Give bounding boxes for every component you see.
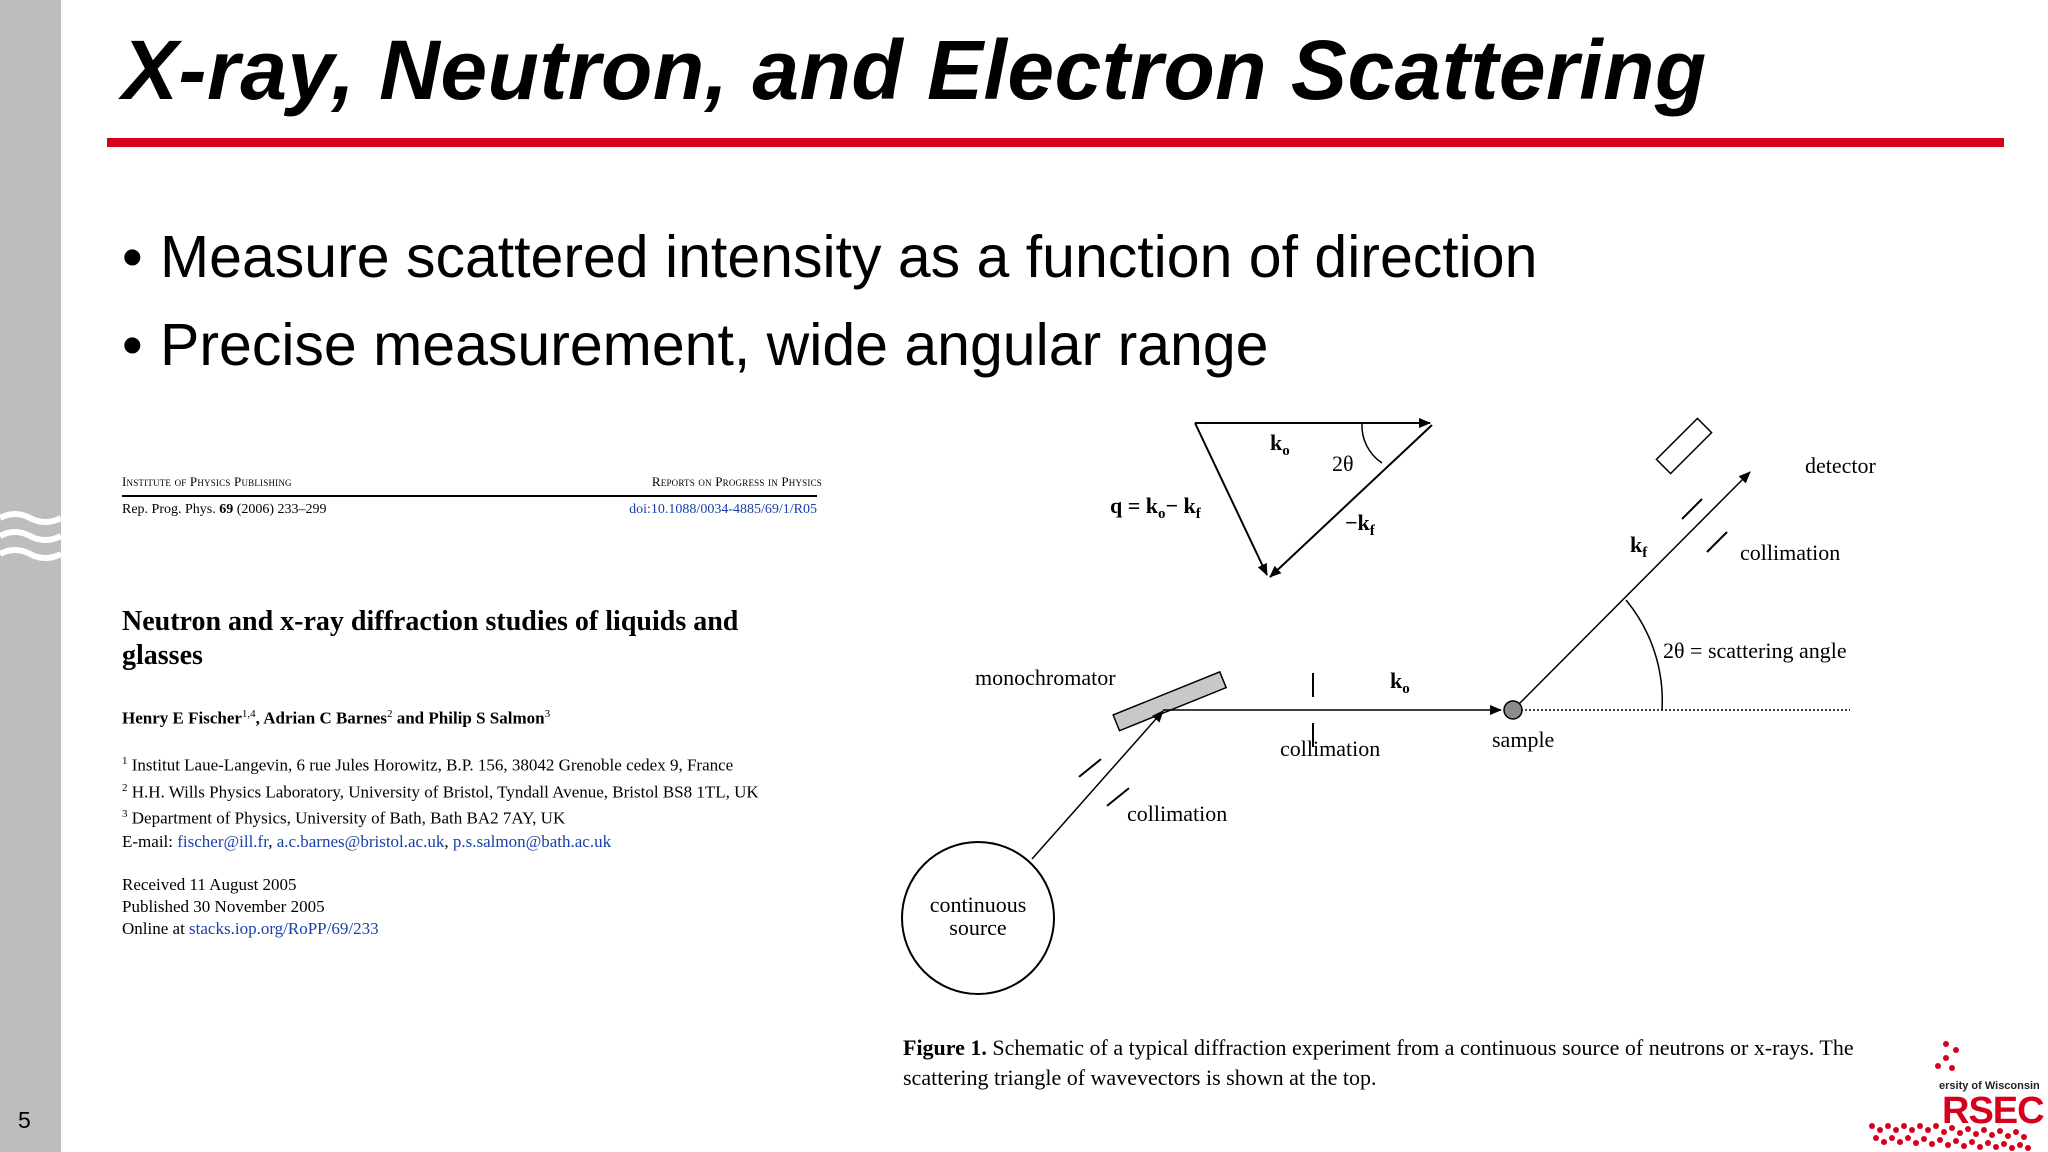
collimation-slit (1107, 786, 1129, 808)
affiliation-item: $^1$ Institut Laue-Langevin, 6 rue Jules Horowitz, B.P. 156, 38042 Grenoble cedex 9, France (122, 755, 734, 775)
publication-dates (122, 874, 379, 940)
minus-kf-label: $-k_f$ (1345, 510, 1375, 539)
slide-number: 5 (18, 1107, 31, 1133)
title-underline (107, 138, 2004, 147)
collimation-mid-label: collimation (1280, 736, 1381, 761)
email-link[interactable]: fischer@ill.fr (177, 832, 269, 851)
collimation-slit (1079, 757, 1101, 779)
collimation-source-label: collimation (1127, 801, 1228, 826)
paper-excerpt (122, 470, 822, 938)
university-text: ersity of Wisconsin (1939, 1080, 2040, 1092)
bullet-item: • Precise measurement, wide angular range (122, 312, 1269, 378)
paper-title: Neutron and x-ray diffraction studies of liquids and glasses (122, 606, 739, 671)
journal-name: Reports on Progress in Physics (651, 474, 822, 489)
online-link[interactable]: stacks.iop.org/RoPP/69/233 (189, 919, 379, 938)
kf-label: $k_f$ (1630, 532, 1648, 561)
ko-label: $k_o$ (1270, 430, 1290, 459)
kf-beam (1513, 472, 1750, 710)
figure-caption: Figure 1. Schematic of a typical diffraction experiment from a continuous source of neutrons or x-rays. The scattering triangle of wavevectors is shown at the top. (903, 1035, 1854, 1090)
affiliation-item: $^3$ Department of Physics, University of Bath, Bath BA2 7AY, UK (122, 808, 566, 828)
rsec-text: RSEC (1942, 1090, 2044, 1132)
source-beam (1032, 711, 1163, 859)
continuous-label: continuous (929, 892, 1027, 917)
monochromator-icon (1113, 672, 1226, 731)
slide-title: X-ray, Neutron, and Electron Scattering (122, 23, 1707, 117)
monochromator-label: monochromator (975, 665, 1116, 690)
two-theta-label: 2θ (1332, 451, 1354, 476)
paper-authors: Henry E Fischer$^{1,4}$, Adrian C Barnes$^2$ and Philip S Salmon$^3$ (122, 708, 551, 728)
rsec-logo (1868, 1040, 2048, 1152)
received-date: Received 11 August 2005 (122, 875, 297, 894)
scattering-angle-label: 2θ = scattering angle (1663, 638, 1847, 663)
affiliation-item: $^2$ H.H. Wills Physics Laboratory, University of Bristol, Tyndall Avenue, Bristol BS8 1TL, UK (122, 781, 759, 802)
source-label: source (949, 915, 1007, 940)
diffraction-schematic (880, 405, 1900, 1045)
schematic-svg (880, 405, 1900, 1045)
affiliations (122, 750, 759, 830)
q-equation-label: $q = k_o- k_f$ (1110, 493, 1201, 522)
minus-kf-vector (1270, 425, 1432, 577)
collimation-detector-label: collimation (1740, 540, 1841, 565)
email-line: E-mail: fischer@ill.fr, a.c.barnes@bristol.ac.uk, p.s.salmon@bath.ac.uk (122, 832, 612, 851)
published-date: Published 30 November 2005 (122, 897, 325, 916)
bullet-item: • Measure scattered intensity as a function of direction (122, 224, 1538, 290)
triangle-angle-arc (1362, 423, 1382, 463)
wave-logo-icon (0, 510, 61, 590)
detector-label: detector (1805, 453, 1876, 478)
collimation-slit (1682, 499, 1702, 519)
citation: Rep. Prog. Phys. 69 (2006) 233–299 (122, 502, 327, 517)
left-sidebar-bar (0, 0, 61, 1152)
header-rule (122, 495, 817, 497)
sample-icon (1504, 701, 1522, 719)
email-link[interactable]: p.s.salmon@bath.ac.uk (452, 832, 612, 851)
online-line: Online at stacks.iop.org/RoPP/69/233 (122, 919, 379, 938)
bullet-list (122, 213, 1537, 389)
collimation-slit (1707, 532, 1727, 552)
publisher-name: Institute of Physics Publishing (122, 474, 292, 489)
sample-label: sample (1492, 727, 1555, 752)
email-link[interactable]: a.c.barnes@bristol.ac.uk (276, 832, 445, 851)
scattering-angle-arc (1626, 600, 1662, 710)
q-vector (1195, 423, 1267, 575)
ko-beam-label: $k_o$ (1390, 668, 1410, 697)
detector-icon (1656, 418, 1711, 473)
doi-link[interactable]: doi:10.1088/0034-4885/69/1/R05 (629, 502, 817, 517)
